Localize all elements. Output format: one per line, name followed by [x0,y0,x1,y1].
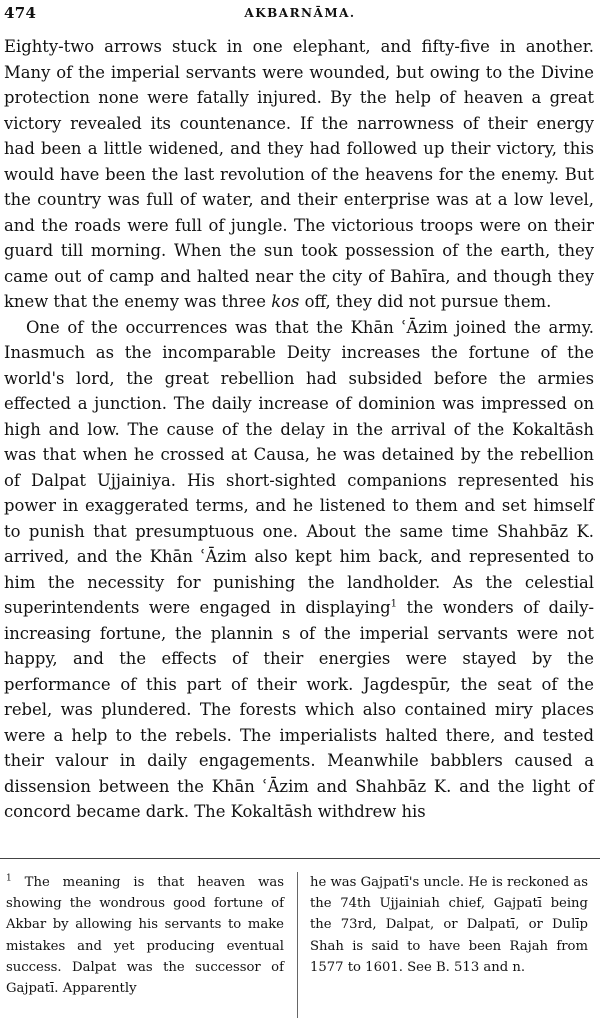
footnote-mark: 1 [6,873,12,884]
paragraph-2-text-b: the wonders of daily-increasing fortune, the plannin s of the imperial servants were not happy, and the effects of their energies were stayed by the performance of this part of their work. Jagdespūr, the seat of the rebel, was plundered. The forests which also contained miry places were a help to the rebels. The imperialists halted there, and tested their valour in daily engagements. Meanwhile babblers caused a dissension between the Khān ʿĀzim and Shahbāz K. and the light of concord became dark. The Kokaltāsh withdrew his [4,598,594,821]
footnote-rule [0,858,600,859]
footnote-right-column [310,872,588,978]
footnote-right-text: he was Gajpatī's uncle. He is reckoned as the 74th Ujjainiah chief, Gajpatī being the 73rd, Dalpat, or Dalpatī, or Dulīp Shah is said to have been Rajah from 1577 to 1601. See B. 513 and n. [310,875,588,975]
paragraph-1-tail: off, they did not pursue them. [299,292,552,311]
paragraph-1-italic: kos [271,292,300,311]
running-title: AKBARNĀMA. [244,6,356,20]
footnotes [6,872,588,1022]
page-header [0,0,600,30]
paragraph-1 [4,34,594,315]
paragraph-2 [4,315,594,825]
footnote-left-text: The meaning is that heaven was showing the wondrous good fortune of Akbar by allowing his servants to make mistakes and yet producing eventual success. Dalpat was the successor of Gajpatī. Apparently [6,875,284,997]
page-number: 474 [4,4,37,22]
footnote-left-column [6,872,284,999]
footnote-column-divider [297,872,298,1018]
paragraph-2-text-a: One of the occurrences was that the Khān ʿĀzim joined the army. Inasmuch as the incomparable Deity increases the fortune of the world's lord, the great rebellion had subsided before the armies effected a junction. The daily increase of dominion was impressed on high and low. The cause of the delay in the arrival of the Kokaltāsh was that when he crossed at Causa, he was detained by the rebellion of Dalpat Ujjainiya. His short-sighted companions represented his power in exaggerated terms, and he listened to them and set himself to punish that presumptuous one. About the same time Shahbāz K. arrived, and the Khān ʿĀzim also kept him back, and represented to him the necessity for punishing the landholder. As the celestial superintendents were engaged in displaying [4,317,594,617]
main-text [4,34,594,825]
paragraph-1-text: Eighty-two arrows stuck in one elephant, and fifty-five in another. Many of the imperial servants were wounded, but owing to the Divine protection none were fatally injured. By the help of heaven a great victory revealed its countenance. If the narrowness of their energy had been a little widened, and they had followed up their victory, this would have been the last revolution of the heavens for the enemy. But the country was full of water, and their enterprise was at a low level, and the roads were full of jungle. The victorious troops were on their guard till morning. When the sun took possession of the earth, they came out of camp and halted near the city of Bahīra, and though they knew that the enemy was three [4,37,594,311]
footnote-reference: 1 [390,598,397,610]
